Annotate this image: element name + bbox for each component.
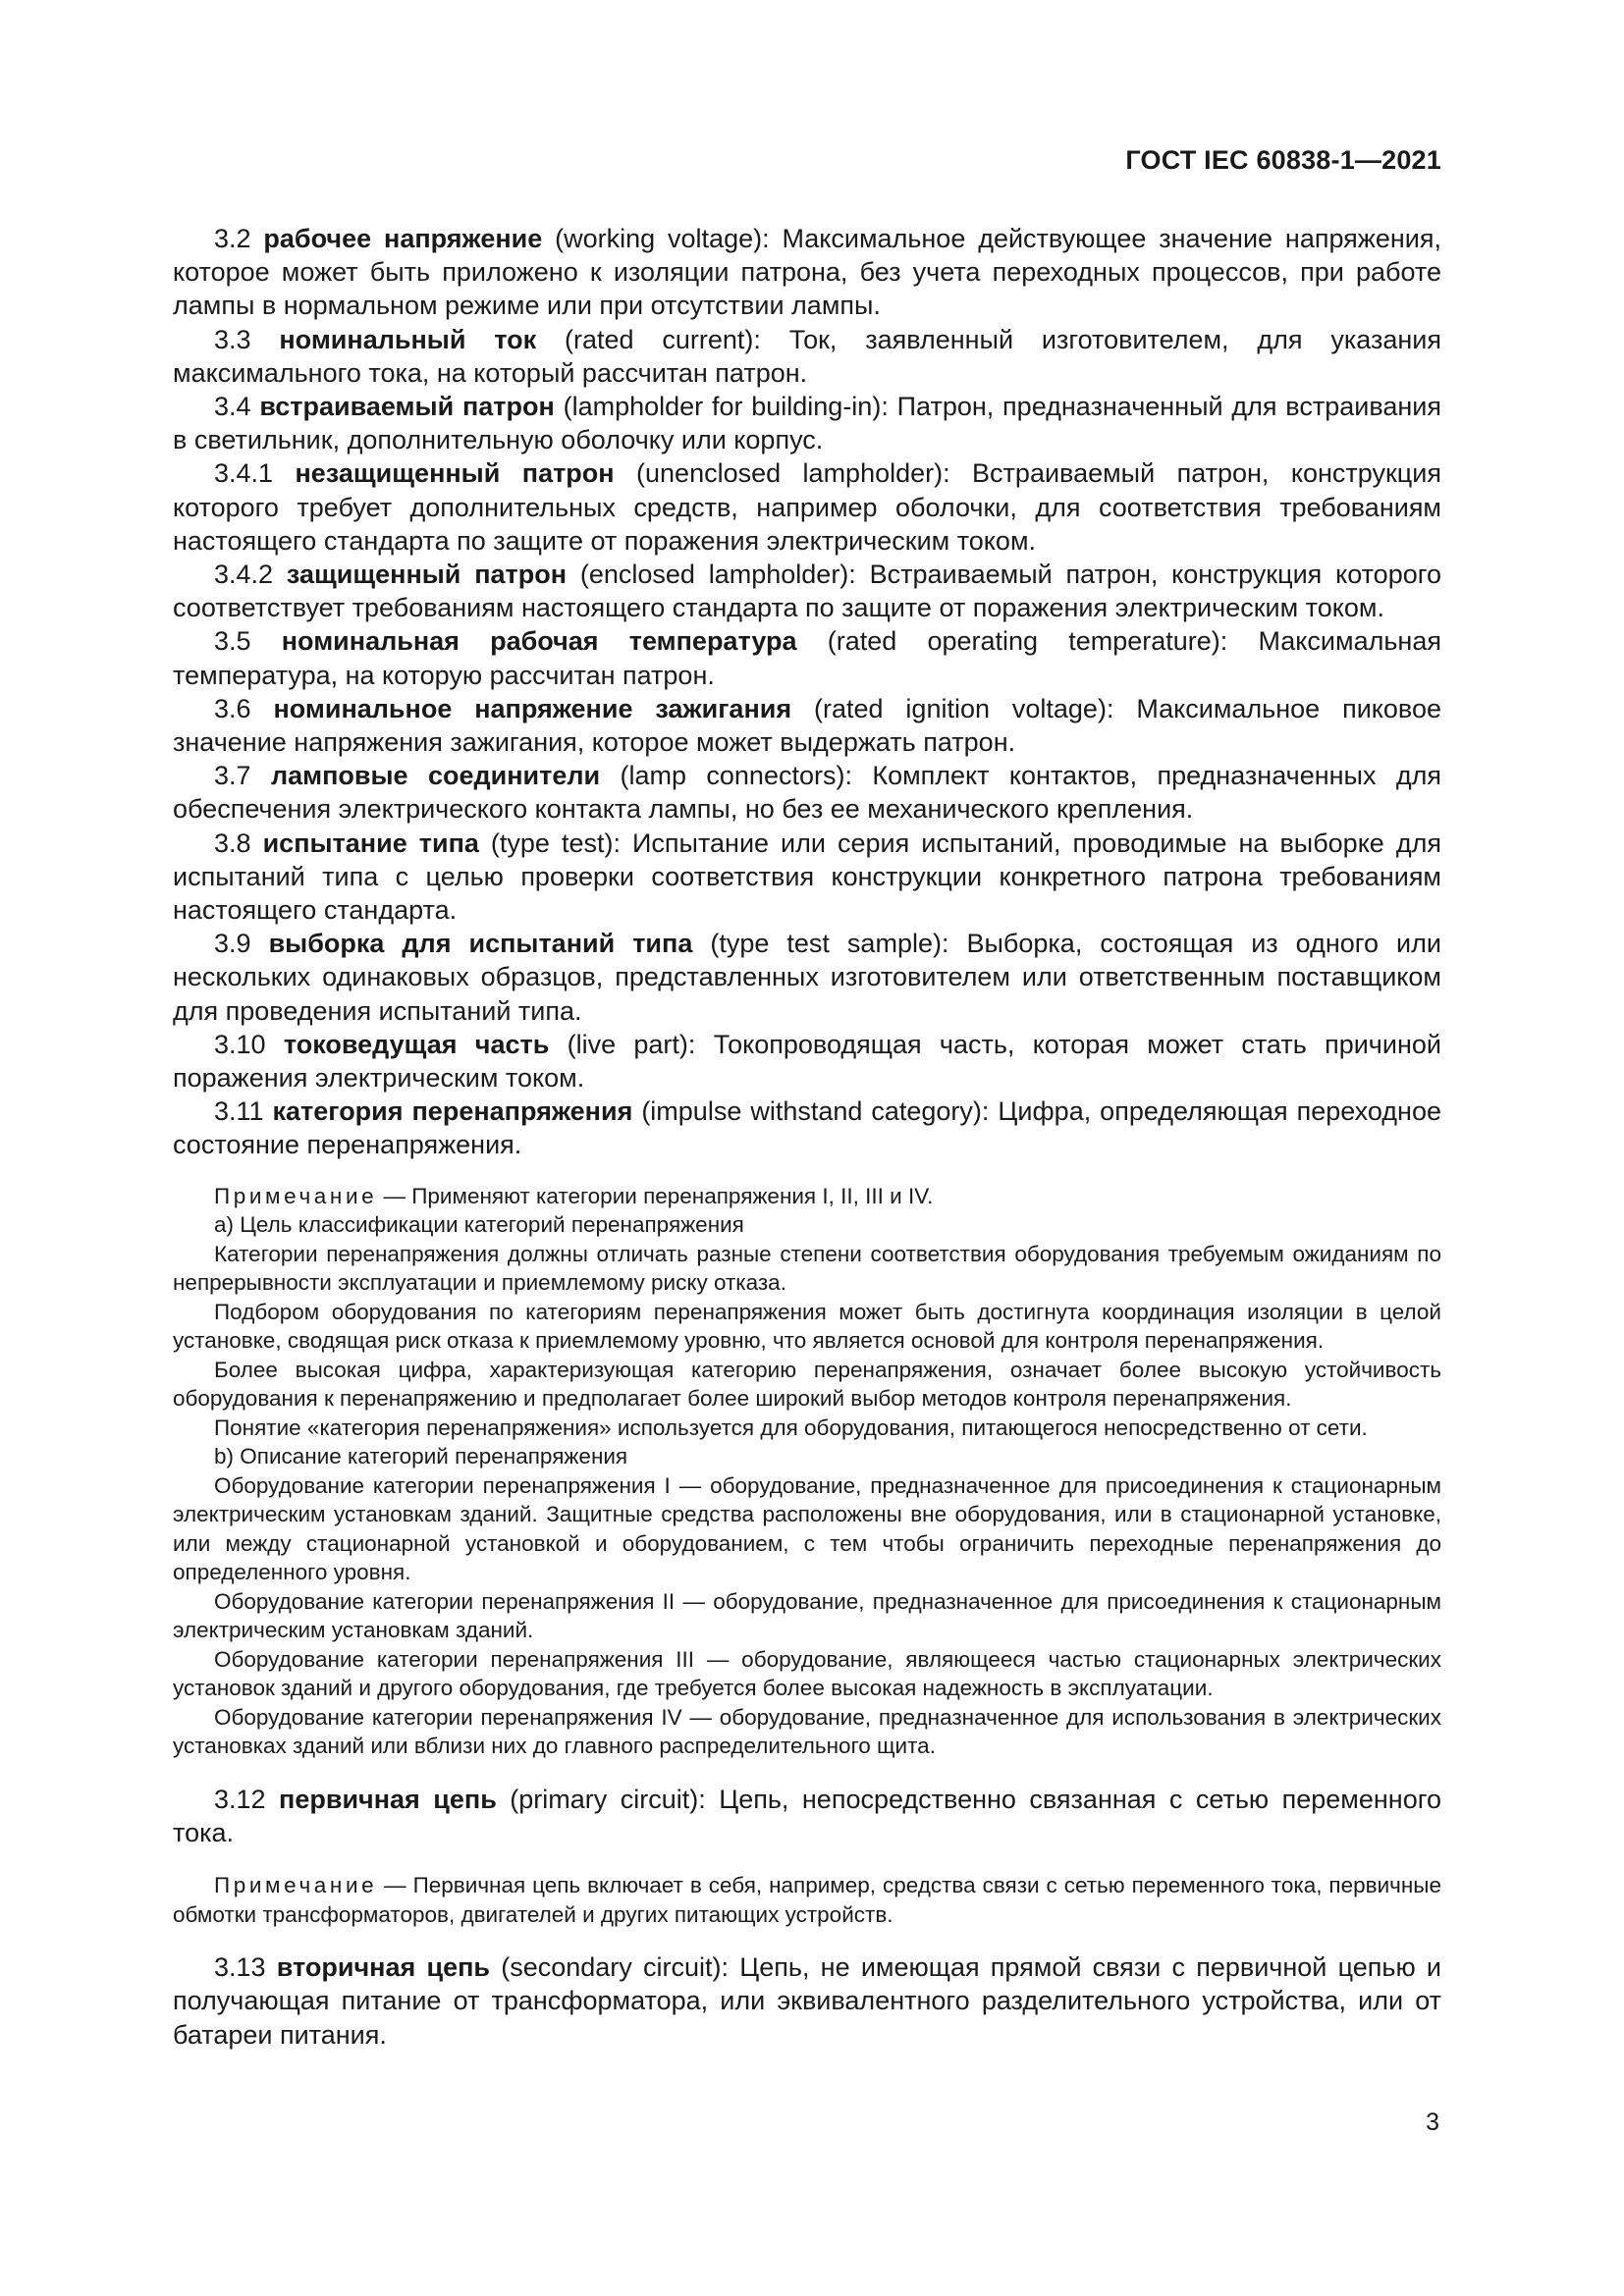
term-english: (type test): <box>490 828 621 858</box>
page-number: 3 <box>1426 2109 1439 2136</box>
term-3-7 <box>173 759 1441 826</box>
note-lead-text: Применяют категории перенапряжения I, II, III и IV. <box>411 1183 934 1208</box>
note-label: Примечание <box>214 1873 378 1898</box>
term-number: 3.3 <box>214 324 251 354</box>
term-number: 3.6 <box>214 693 251 723</box>
term-3-13 <box>173 1950 1441 2052</box>
term-number: 3.11 <box>214 1096 264 1127</box>
term-number: 3.7 <box>214 761 251 791</box>
note-paragraph: Подбором оборудования по категориям перенапряжения может быть достигнута координация изоляции в целой установке, сводящая риск отказа к приемлемому уровню, что является основой для контроля перенапряжения. <box>173 1299 1441 1354</box>
term-name: токоведущая часть <box>283 1029 550 1059</box>
term-definition: Встраиваемый патрон, конструкция которого требует дополнительных средств, например оболочки, для соответствия требованиям настоящего стандарта по защите от поражения электрическим током. <box>173 458 1441 556</box>
term-number: 3.2 <box>214 224 251 253</box>
term-3-5 <box>173 624 1441 691</box>
note-paragraph: Оборудование категории перенапряжения III — оборудование, являющееся частью стационарных электрических установок зданий и другого оборудования, где требуется более высокая надежность в эксплуатации. <box>173 1646 1441 1701</box>
term-number: 3.5 <box>214 626 251 657</box>
term-definition: Токопроводящая часть, которая может стать причиной поражения электрическим током. <box>173 1029 1441 1094</box>
note-body: Первичная цепь включает в себя, например, средства связи с сетью переменного тока, первичные обмотки трансформаторов, двигателей и других питающих устройств. <box>173 1873 1441 1927</box>
term-number: 3.4.2 <box>214 560 274 590</box>
term-3-6 <box>173 692 1441 759</box>
note-paragraph: Более высокая цифра, характеризующая категорию перенапряжения, означает более высокую устойчивость оборудования к перенапряжению и предполагает более широкий выбор методов контроля перенапряжения. <box>173 1357 1441 1412</box>
term-definition: Ток, заявленный изготовителем, для указания максимального тока, на который рассчитан патрон. <box>173 324 1441 388</box>
note-label: Примечание <box>214 1183 378 1208</box>
note-paragraph: Понятие «категория перенапряжения» используется для оборудования, питающегося непосредственно от сети. <box>214 1415 1368 1440</box>
term-definition: Цифра, определяющая переходное состояние перенапряжения. <box>173 1096 1441 1160</box>
term-name: выборка для испытаний типа <box>268 929 693 959</box>
term-definition: Максимальная температура, на которую рассчитан патрон. <box>173 626 1441 690</box>
term-english: (live part): <box>567 1029 696 1059</box>
term-name: вторичная цепь <box>276 1952 490 1983</box>
note-paragraph: Оборудование категории перенапряжения II — оборудование, предназначенное для присоединения к стационарным электрическим установкам зданий. <box>173 1588 1441 1643</box>
term-english: (type test sample): <box>710 929 949 959</box>
document-code: ГОСТ IEC 60838-1—2021 <box>1125 145 1441 175</box>
term-number: 3.4.1 <box>214 458 274 489</box>
term-english: (secondary circuit): <box>501 1952 730 1983</box>
term-name: номинальный ток <box>279 324 537 354</box>
note-heading-b: b) Описание категорий перенапряжения <box>214 1444 628 1469</box>
term-name: номинальная рабочая температура <box>281 626 797 657</box>
term-3-11 <box>173 1095 1441 1161</box>
term-3-3 <box>173 323 1441 390</box>
term-english: (unenclosed lampholder): <box>636 458 950 489</box>
term-english: (lamp connectors): <box>620 761 852 791</box>
note-overvoltage-categories <box>173 1182 1441 1761</box>
term-name: встраиваемый патрон <box>259 392 555 422</box>
term-3-4 <box>173 390 1441 456</box>
note-heading-a: a) Цель классификации категорий перенапряжения <box>214 1212 744 1238</box>
note-paragraph: Категории перенапряжения должны отличать разные степени соответствия оборудования требуемым ожиданиям по непрерывности эксплуатации и приемлемому риску отказа. <box>173 1241 1441 1296</box>
term-english: (impulse withstand category): <box>641 1096 990 1127</box>
term-number: 3.10 <box>214 1029 266 1059</box>
term-3-12 <box>173 1783 1441 1849</box>
term-3-4-2 <box>173 558 1441 624</box>
term-definition: Патрон, предназначенный для встраивания в светильник, дополнительную оболочку или корпус. <box>173 392 1441 455</box>
term-number: 3.4 <box>214 392 251 422</box>
term-definition: Максимальное действующее значение напряжения, которое может быть приложено к изоляции патрона, без учета переходных процессов, при работе лампы в нормальном режиме или при отсутствии лампы. <box>173 224 1441 321</box>
term-english: (rated current): <box>564 324 761 354</box>
term-english: (enclosed lampholder): <box>579 560 856 590</box>
term-english: (working voltage): <box>555 224 770 253</box>
term-definition: Испытание или серия испытаний, проводимые на выборке для испытаний типа с целью проверки соответствия конструкции конкретного патрона требованиям настоящего стандарта. <box>173 828 1441 926</box>
term-definition: Встраиваемый патрон, конструкция которого соответствует требованиям настоящего стандарта по защите от поражения электрическим током. <box>173 560 1441 623</box>
term-definition: Цепь, не имеющая прямой связи с первичной цепью и получающая питание от трансформатора, или эквивалентного разделительного устройства, или от батареи питания. <box>173 1952 1442 2050</box>
term-name: первичная цепь <box>279 1784 497 1814</box>
term-number: 3.9 <box>214 929 251 959</box>
term-name: незащищенный патрон <box>295 458 615 489</box>
note-paragraph: Оборудование категории перенапряжения I — оборудование, предназначенное для присоединения к стационарным электрическим установкам зданий. Защитные средства расположены вне оборудования, или в стационарной установке, или между стационарной установкой и оборудованием, с тем чтобы ограничить переходные перенапряжения до определенного уровня. <box>173 1472 1441 1585</box>
term-definition: Максимальное пиковое значение напряжения зажигания, которое может выдержать патрон. <box>173 693 1441 758</box>
term-name: рабочее напряжение <box>263 224 543 253</box>
term-number: 3.12 <box>214 1784 266 1814</box>
term-3-9 <box>173 927 1441 1028</box>
term-name: защищенный патрон <box>286 560 568 590</box>
term-name: ламповые соединители <box>270 761 601 791</box>
term-definition: Комплект контактов, предназначенных для обеспечения электрического контакта лампы, но без ее механического крепления. <box>173 761 1441 825</box>
term-3-8 <box>173 827 1441 928</box>
term-name: категория перенапряжения <box>272 1096 633 1127</box>
note-primary-circuit <box>173 1871 1441 1929</box>
term-english: (lampholder for building-in): <box>563 392 889 422</box>
term-3-4-1 <box>173 456 1441 558</box>
term-name: испытание типа <box>262 828 479 858</box>
term-english: (rated ignition voltage): <box>814 693 1114 723</box>
term-3-2 <box>173 222 1441 323</box>
term-number: 3.13 <box>214 1952 266 1983</box>
note-text: Примечание — Первичная цепь включает в себя, например, средства связи с сетью переменного тока, первичные обмотки трансформаторов, двигателей и других питающих устройств. <box>173 1873 1441 1927</box>
terms-section <box>173 222 1441 2052</box>
note-lead: Примечание — Применяют категории перенапряжения I, II, III и IV. <box>214 1183 934 1208</box>
note-paragraph: Оборудование категории перенапряжения IV — оборудование, предназначенное для использования в электрических установках зданий или вблизи них до главного распределительного щита. <box>173 1704 1441 1759</box>
term-definition: Выборка, состоящая из одного или нескольких одинаковых образцов, представленных изготовителем или ответственным поставщиком для проведения испытаний типа. <box>173 929 1441 1026</box>
term-number: 3.8 <box>214 828 251 858</box>
term-definition: Цепь, непосредственно связанная с сетью переменного тока. <box>173 1784 1441 1847</box>
term-english: (rated operating temperature): <box>827 626 1228 657</box>
term-3-10 <box>173 1028 1441 1095</box>
term-english: (primary circuit): <box>510 1784 706 1814</box>
term-name: номинальное напряжение зажигания <box>273 693 792 723</box>
